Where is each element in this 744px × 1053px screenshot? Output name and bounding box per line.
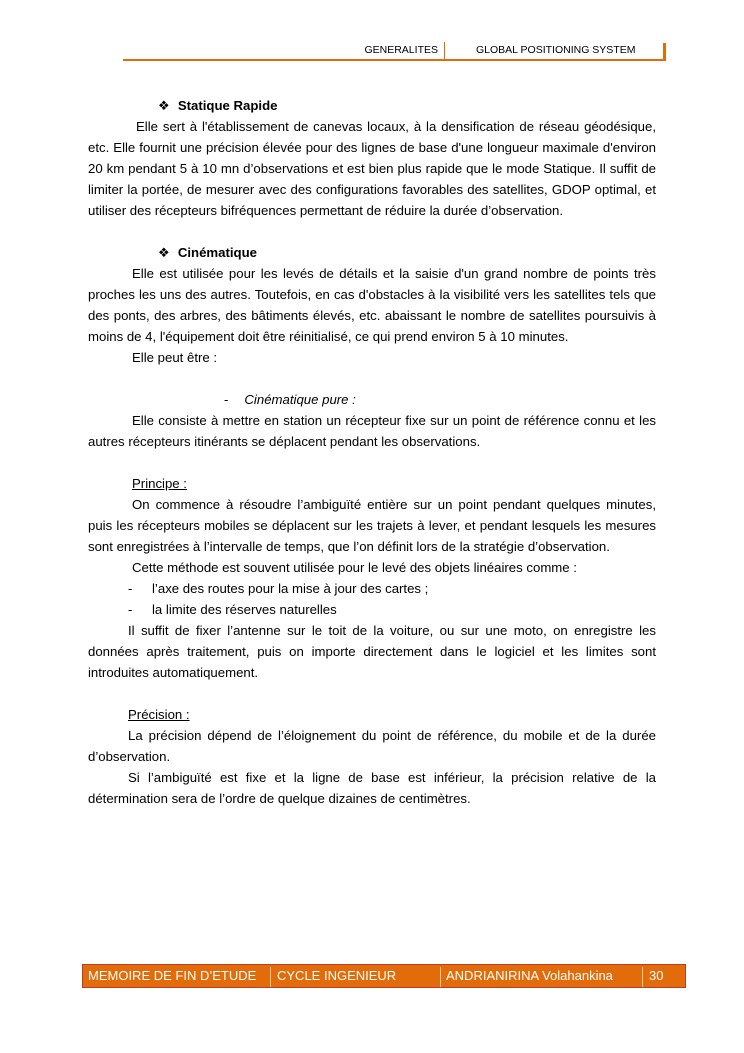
label-principe: Principe : [132, 476, 187, 491]
paragraph-principe-3: Il suffit de fixer l’antenne sur le toit de la voiture, ou sur une moto, on enregistre les données après traitement, puis on importe directement dans le logiciel et les limites sont introduites automatiquement. [88, 623, 656, 680]
heading-cinematique: ❖ Cinématique [158, 245, 257, 260]
heading-statique-rapide: ❖ Statique Rapide [158, 98, 278, 113]
list-item: - l’axe des routes pour la mise à jour des cartes ; [128, 581, 429, 596]
label-precision: Précision : [128, 707, 190, 722]
footer-divider [270, 967, 271, 987]
header-title: GLOBAL POSITIONING SYSTEM [476, 44, 636, 56]
diamond-bullet-icon: ❖ [158, 98, 170, 113]
paragraph-statique-rapide: Elle sert à l'établissement de canevas locaux, à la densification de réseau géodésique, etc. Elle fournit une précision élevée pour des lignes de base d'une longueur maximale d'environ 20 km pendant 5 à 10 mn d’observations et est bien plus rapide que le mode Statique. Il suffit de limiter la portée, de mesurer avec des configurations favorables des satellites, GDOP optimal, et utiliser des récepteurs bifréquences permettant de réduire la durée d’observation. [88, 119, 656, 218]
header-separator [444, 42, 445, 60]
paragraph-cinematique-pure: Elle consiste à mettre en station un récepteur fixe sur un point de référence connu et les autres récepteurs itinérants se déplacent pendant les observations. [88, 413, 656, 449]
header-rule [123, 59, 665, 61]
dash-marker: - [224, 392, 229, 407]
page-header [0, 0, 744, 64]
paragraph-precision-1: La précision dépend de l’éloignement du point de référence, du mobile et de la durée d’observation. [88, 728, 656, 764]
paragraph-precision-2: Si l’ambiguïté est fixe et la ligne de base est inférieur, la précision relative de la détermination sera de l’ordre de quelque dizaines de centimètres. [88, 770, 656, 806]
footer-memoire: MEMOIRE DE FIN D’ETUDE [88, 968, 257, 983]
list-item: - la limite des réserves naturelles [128, 602, 337, 617]
footer-divider [642, 967, 643, 987]
page-number: 30 [649, 968, 664, 983]
subheading-cinematique-pure: - Cinématique pure : [224, 392, 356, 407]
paragraph-principe-1: On commence à résoudre l’ambiguïté entière sur un point pendant quelques minutes, puis les récepteurs mobiles se déplacent sur les trajets à lever, et pendant lesquels les mesures sont enregistrées à l’intervalle de temps, que l’on définit lors de la stratégie d’observation. [88, 497, 656, 554]
diamond-bullet-icon: ❖ [158, 245, 170, 260]
header-chapter: GENERALITES [364, 44, 438, 56]
paragraph-principe-2: Cette méthode est souvent utilisée pour le levé des objets linéaires comme : [132, 560, 577, 575]
paragraph-cinematique: Elle est utilisée pour les levés de détails et la saisie d'un grand nombre de points très proches les uns des autres. Toutefois, en cas d'obstacles à la visibilité vers les satellites tels que des ponts, des arbres, des bâtiments élevés, etc. abaissant le nombre de satellites poursuivis à moins de 4, l'équipement doit être réinitialisé, ce qui prend environ 5 à 10 minutes. [88, 266, 656, 344]
paragraph-peut-etre: Elle peut être : [132, 350, 218, 365]
footer-author: ANDRIANIRINA Volahankina [446, 968, 613, 983]
footer-cycle: CYCLE INGENIEUR [277, 968, 397, 983]
page-body [88, 95, 656, 809]
page-footer [82, 964, 686, 988]
